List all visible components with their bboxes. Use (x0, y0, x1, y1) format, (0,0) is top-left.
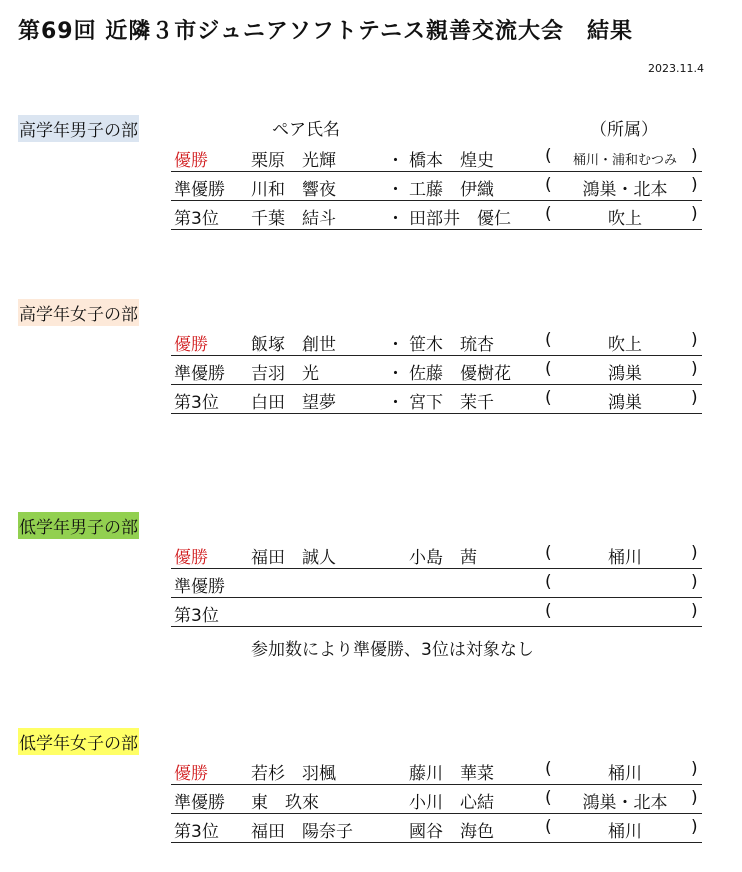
player-name-1: 飯塚 創世 (251, 335, 336, 355)
player-name-2: 小島 茜 (409, 548, 477, 568)
section-label: 低学年女子の部 (18, 728, 139, 755)
page-title: 第69回 近隣３市ジュニアソフトテニス親善交流大会 結果 (18, 19, 633, 44)
affiliation: 桶川・浦和むつみ (572, 153, 677, 168)
player-name-2: 國谷 海色 (409, 822, 494, 842)
event-date: 2023.11.4 (648, 62, 704, 75)
open-paren: ( (545, 788, 552, 808)
affiliation: 吹上 (608, 209, 642, 229)
player-name-2: 笹木 琉杏 (409, 335, 494, 355)
section-label: 高学年女子の部 (18, 299, 139, 326)
close-paren: ) (691, 204, 698, 224)
player-name-2: 工藤 伊織 (409, 180, 494, 200)
place-label: 第3位 (174, 393, 219, 413)
player-name-2: 橋本 煌史 (409, 151, 494, 171)
place-label: 第3位 (174, 822, 219, 842)
close-paren: ) (691, 817, 698, 837)
table-row (171, 356, 702, 385)
open-paren: ( (545, 759, 552, 779)
table-row (171, 385, 702, 414)
player-name-1: 若杉 羽楓 (251, 764, 336, 784)
close-paren: ) (691, 330, 698, 350)
close-paren: ) (691, 759, 698, 779)
affiliation: 桶川 (608, 548, 642, 568)
place-label: 準優勝 (174, 364, 225, 384)
player-name-1: 千葉 結斗 (251, 209, 336, 229)
place-label: 準優勝 (174, 577, 225, 597)
section-note: 参加数により準優勝、3位は対象なし (251, 640, 534, 660)
separator-dot: ・ (387, 364, 404, 384)
affiliation: 吹上 (608, 335, 642, 355)
affiliation: 鴻巣・北本 (582, 180, 668, 200)
table-row (171, 143, 702, 172)
open-paren: ( (545, 330, 552, 350)
player-name-1: 吉羽 光 (251, 364, 319, 384)
open-paren: ( (545, 601, 552, 621)
close-paren: ) (691, 175, 698, 195)
result-table (171, 327, 702, 414)
table-row (171, 785, 702, 814)
affiliation: 桶川 (608, 764, 642, 784)
close-paren: ) (691, 388, 698, 408)
separator-dot: ・ (387, 151, 404, 171)
close-paren: ) (691, 788, 698, 808)
result-table (171, 540, 702, 627)
player-name-1: 川和 響夜 (251, 180, 336, 200)
place-label: 準優勝 (174, 180, 225, 200)
place-label: 優勝 (174, 548, 208, 568)
player-name-1: 東 玖來 (251, 793, 319, 813)
open-paren: ( (545, 572, 552, 592)
open-paren: ( (545, 146, 552, 166)
open-paren: ( (545, 388, 552, 408)
result-table (171, 143, 702, 230)
open-paren: ( (545, 543, 552, 563)
table-row (171, 756, 702, 785)
section-label: 低学年男子の部 (18, 512, 139, 539)
player-name-2: 田部井 優仁 (409, 209, 511, 229)
separator-dot: ・ (387, 335, 404, 355)
table-row (171, 540, 702, 569)
affiliation-header: （所属） (590, 120, 658, 140)
close-paren: ) (691, 359, 698, 379)
player-name-1: 栗原 光輝 (251, 151, 336, 171)
open-paren: ( (545, 175, 552, 195)
affiliation: 鴻巣 (608, 393, 642, 413)
player-name-1: 白田 望夢 (251, 393, 336, 413)
open-paren: ( (545, 204, 552, 224)
place-label: 準優勝 (174, 793, 225, 813)
place-label: 優勝 (174, 151, 208, 171)
close-paren: ) (691, 146, 698, 166)
result-table (171, 756, 702, 843)
close-paren: ) (691, 543, 698, 563)
player-name-1: 福田 誠人 (251, 548, 336, 568)
player-name-2: 藤川 華菜 (409, 764, 494, 784)
table-row (171, 327, 702, 356)
open-paren: ( (545, 359, 552, 379)
player-name-1: 福田 陽奈子 (251, 822, 353, 842)
player-name-2: 佐藤 優樹花 (409, 364, 511, 384)
close-paren: ) (691, 601, 698, 621)
section-label: 高学年男子の部 (18, 115, 139, 142)
place-label: 優勝 (174, 764, 208, 784)
table-row (171, 569, 702, 598)
pair-header: ペア氏名 (272, 120, 340, 140)
affiliation: 鴻巣 (608, 364, 642, 384)
separator-dot: ・ (387, 180, 404, 200)
table-row (171, 598, 702, 627)
affiliation: 桶川 (608, 822, 642, 842)
table-row (171, 814, 702, 843)
open-paren: ( (545, 817, 552, 837)
table-row (171, 201, 702, 230)
place-label: 第3位 (174, 606, 219, 626)
table-row (171, 172, 702, 201)
player-name-2: 宮下 茉千 (409, 393, 494, 413)
separator-dot: ・ (387, 393, 404, 413)
player-name-2: 小川 心結 (409, 793, 494, 813)
close-paren: ) (691, 572, 698, 592)
place-label: 第3位 (174, 209, 219, 229)
place-label: 優勝 (174, 335, 208, 355)
affiliation: 鴻巣・北本 (582, 793, 668, 813)
separator-dot: ・ (387, 209, 404, 229)
